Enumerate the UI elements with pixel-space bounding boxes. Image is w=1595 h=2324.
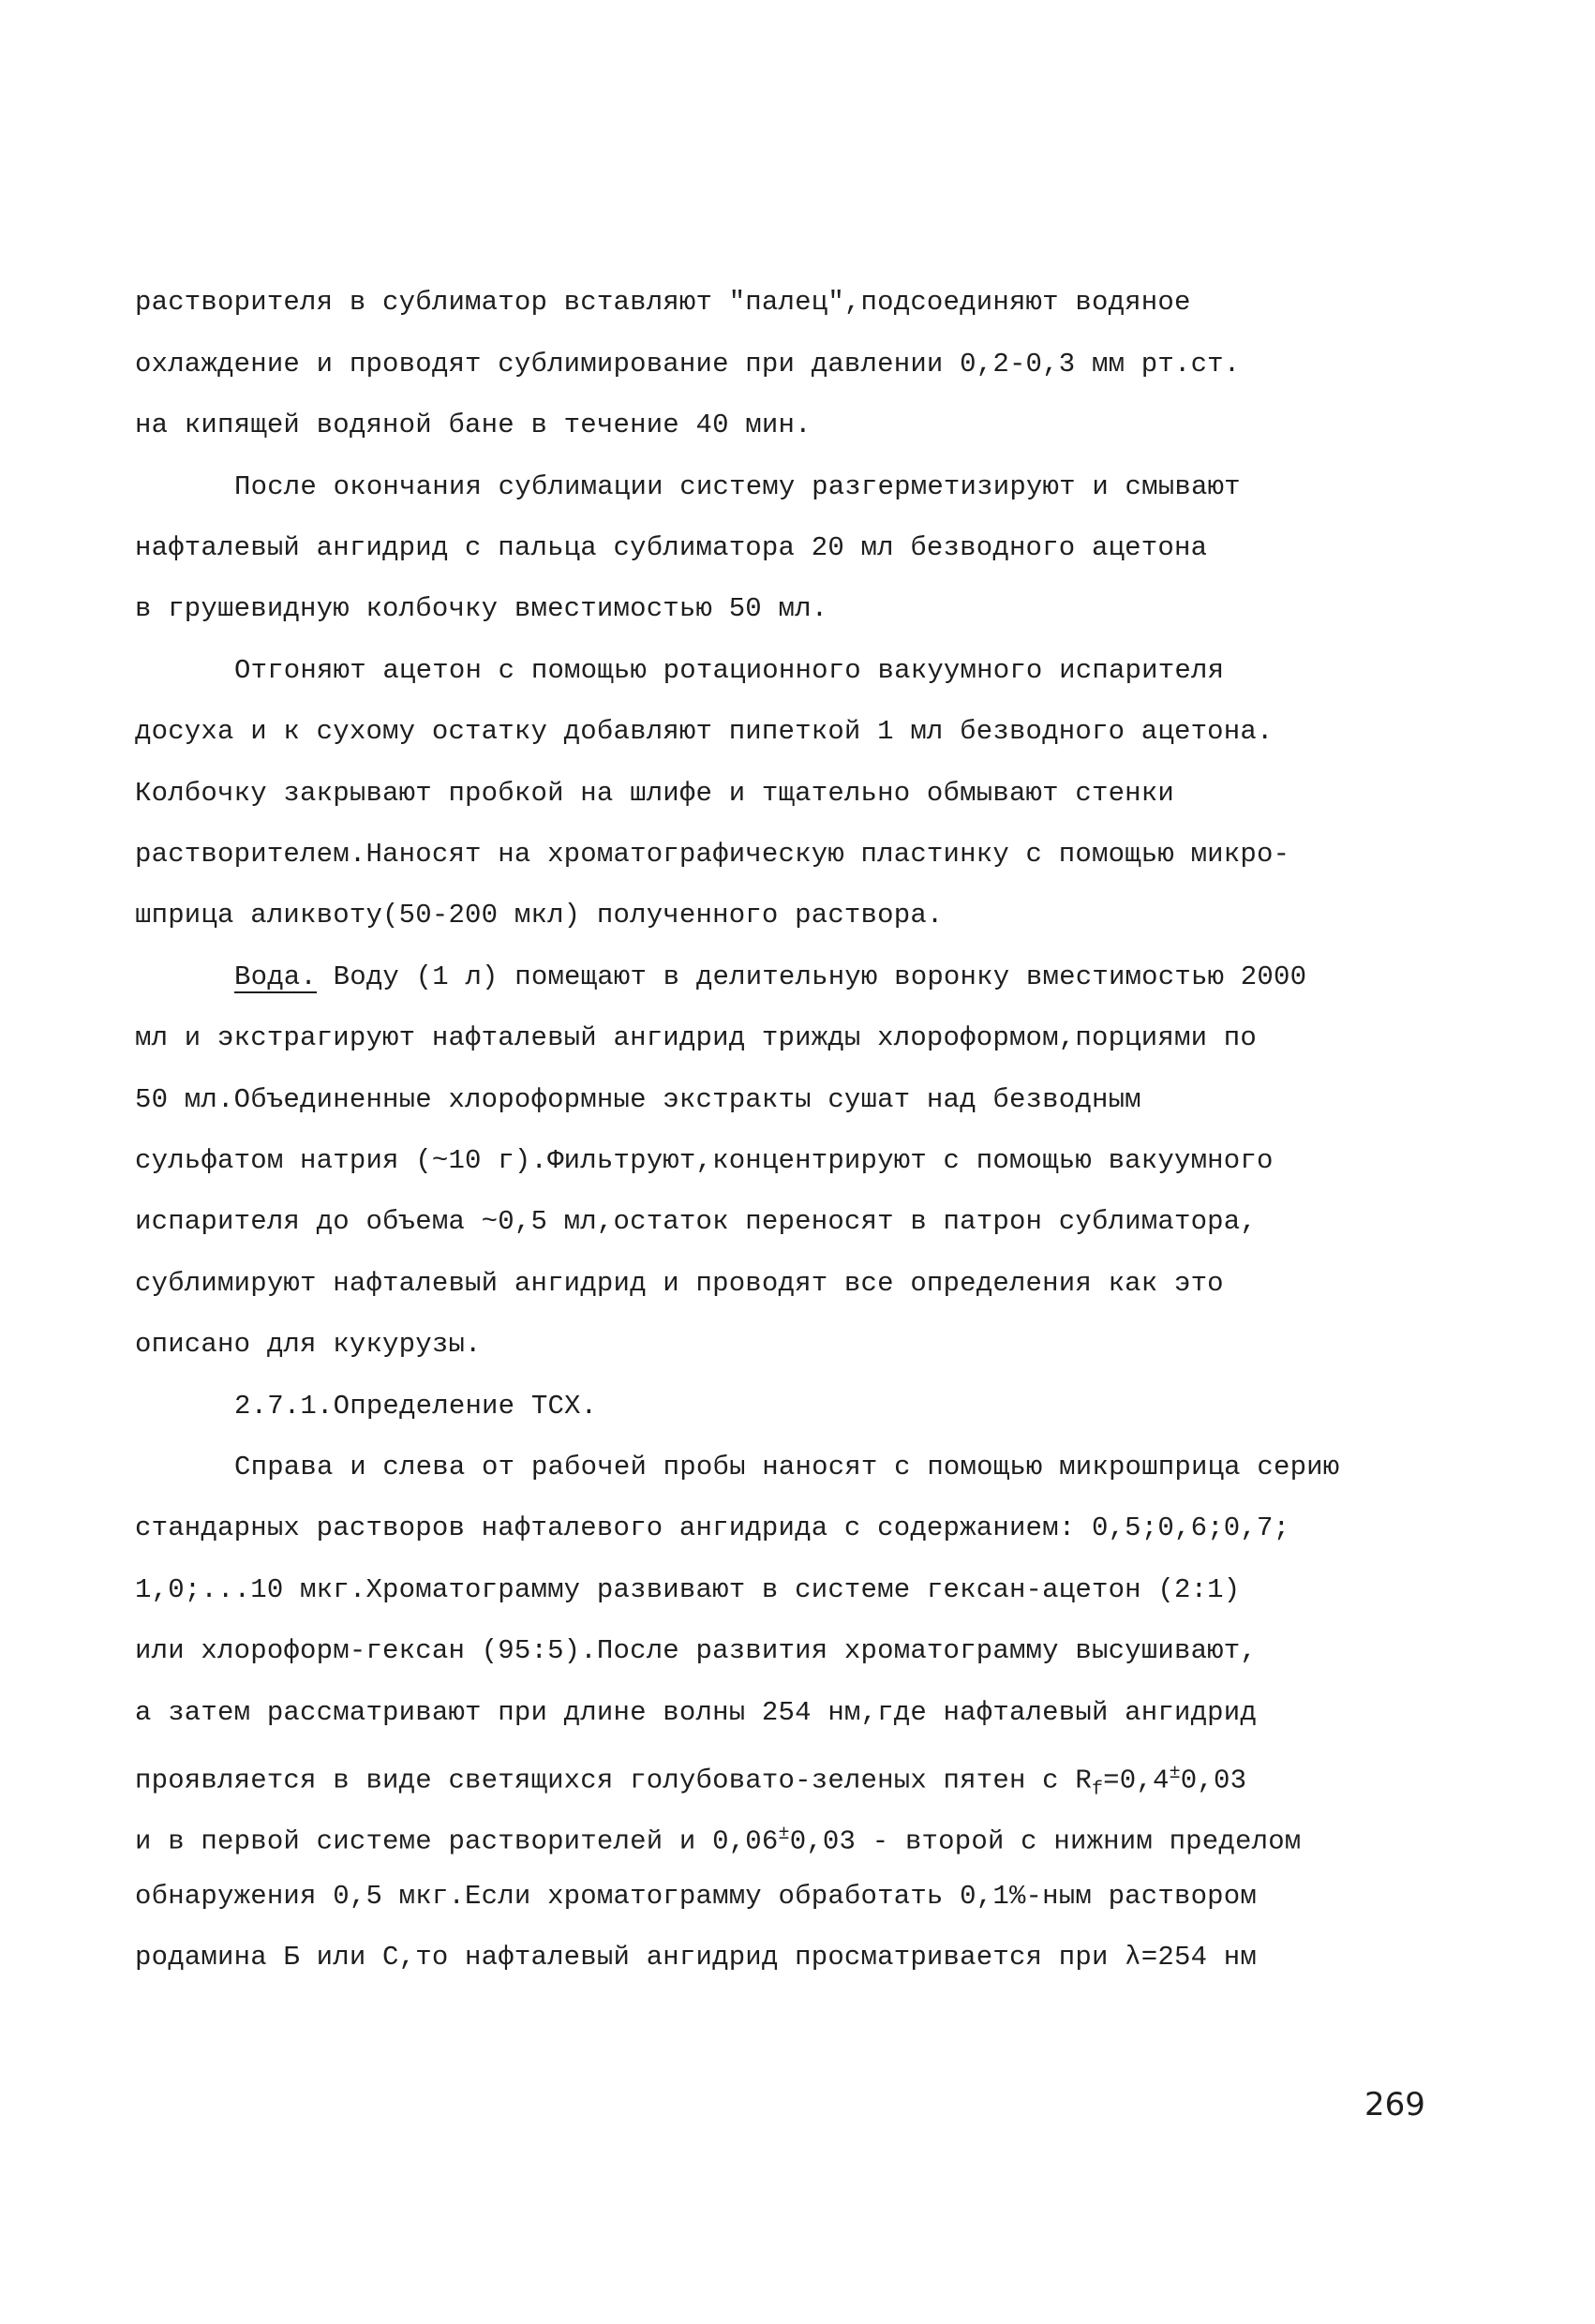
text-line: растворителем.Наносят на хроматографическую пластинку с помощью микро- [135,839,1290,870]
text-fragment: Воду (1 л) помещают в делительную воронку вместимостью 2000 [317,961,1307,992]
text-line [234,961,1306,994]
text-line: а затем рассматривают при длине волны 254 нм,где нафталевый ангидрид [135,1697,1257,1728]
text-line: испарителя до объема ~0,5 мл,остаток переносят в патрон сублиматора, [135,1206,1257,1237]
text-line: нафталевый ангидрид с пальца сублиматора 20 мл безводного ацетона [135,532,1208,563]
section-heading: 2.7.1.Определение ТСХ. [234,1391,598,1422]
text-line [135,1818,1301,1859]
text-line: мл и экстрагируют нафталевый ангидрид трижды хлороформом,порциями по [135,1022,1257,1053]
text-line: Колбочку закрывают пробкой на шлифе и тщательно обмывают стенки [135,778,1174,809]
text-line: досуха и к сухому остатку добавляют пипеткой 1 мл безводного ацетона. [135,716,1274,747]
text-line: сублимируют нафталевый ангидрид и проводят все определения как это [135,1268,1224,1299]
text-line: Справа и слева от рабочей пробы наносят с помощью микрошприца серию [234,1452,1340,1482]
text-line: После окончания сублимации систему разгерметизируют и смывают [234,471,1241,502]
text-fragment: 0,03 [1180,1765,1247,1796]
text-fragment: 0,03 - второй с нижним пределом [789,1825,1302,1857]
superscript: ± [778,1824,790,1845]
text-line: 50 мл.Объединенные хлороформные экстракты сушат над безводным [135,1084,1141,1115]
text-line: сульфатом натрия (~10 г).Фильтруют,концентрируют с помощью вакуумного [135,1145,1274,1176]
text-line: в грушевидную колбочку вместимостью 50 мл. [135,593,828,624]
text-line: описано для кукурузы. [135,1329,482,1360]
text-line: растворителя в сублиматор вставляют "палец",подсоединяют водяное [135,287,1191,318]
subscript: f [1091,1779,1104,1801]
water-heading: Вода. [234,961,318,992]
page-number: 269 [1364,2086,1425,2123]
superscript: ± [1169,1763,1181,1784]
text-line: или хлороформ-гексан (95:5).После развития хроматограмму высушивают, [135,1635,1257,1666]
text-line: 1,0;...10 мкг.Хроматограмму развивают в системе гексан-ацетон (2:1) [135,1574,1241,1605]
text-line: родамина Б или С,то нафталевый ангидрид просматривается при λ=254 нм [135,1942,1257,1973]
text-fragment: и в первой системе растворителей и 0,06 [135,1825,779,1857]
text-line: на кипящей водяной бане в течение 40 мин. [135,410,812,440]
text-line: охлаждение и проводят сублимирование при давлении 0,2-0,3 мм рт.ст. [135,349,1241,380]
text-line: шприца аликвоту(50-200 мкл) полученного раствора. [135,900,944,931]
text-line: Отгоняют ацетон с помощью ротационного вакуумного испарителя [234,655,1225,686]
text-fragment: проявляется в виде светящихся голубовато-зеленых пятен с R [135,1765,1092,1796]
text-fragment: =0,4 [1103,1765,1170,1796]
text-line: обнаружения 0,5 мкг.Если хроматограмму обработать 0,1%-ным раствором [135,1881,1257,1912]
text-line [135,1757,1246,1807]
text-line: стандарных растворов нафталевого ангидрида с содержанием: 0,5;0,6;0,7; [135,1512,1290,1543]
